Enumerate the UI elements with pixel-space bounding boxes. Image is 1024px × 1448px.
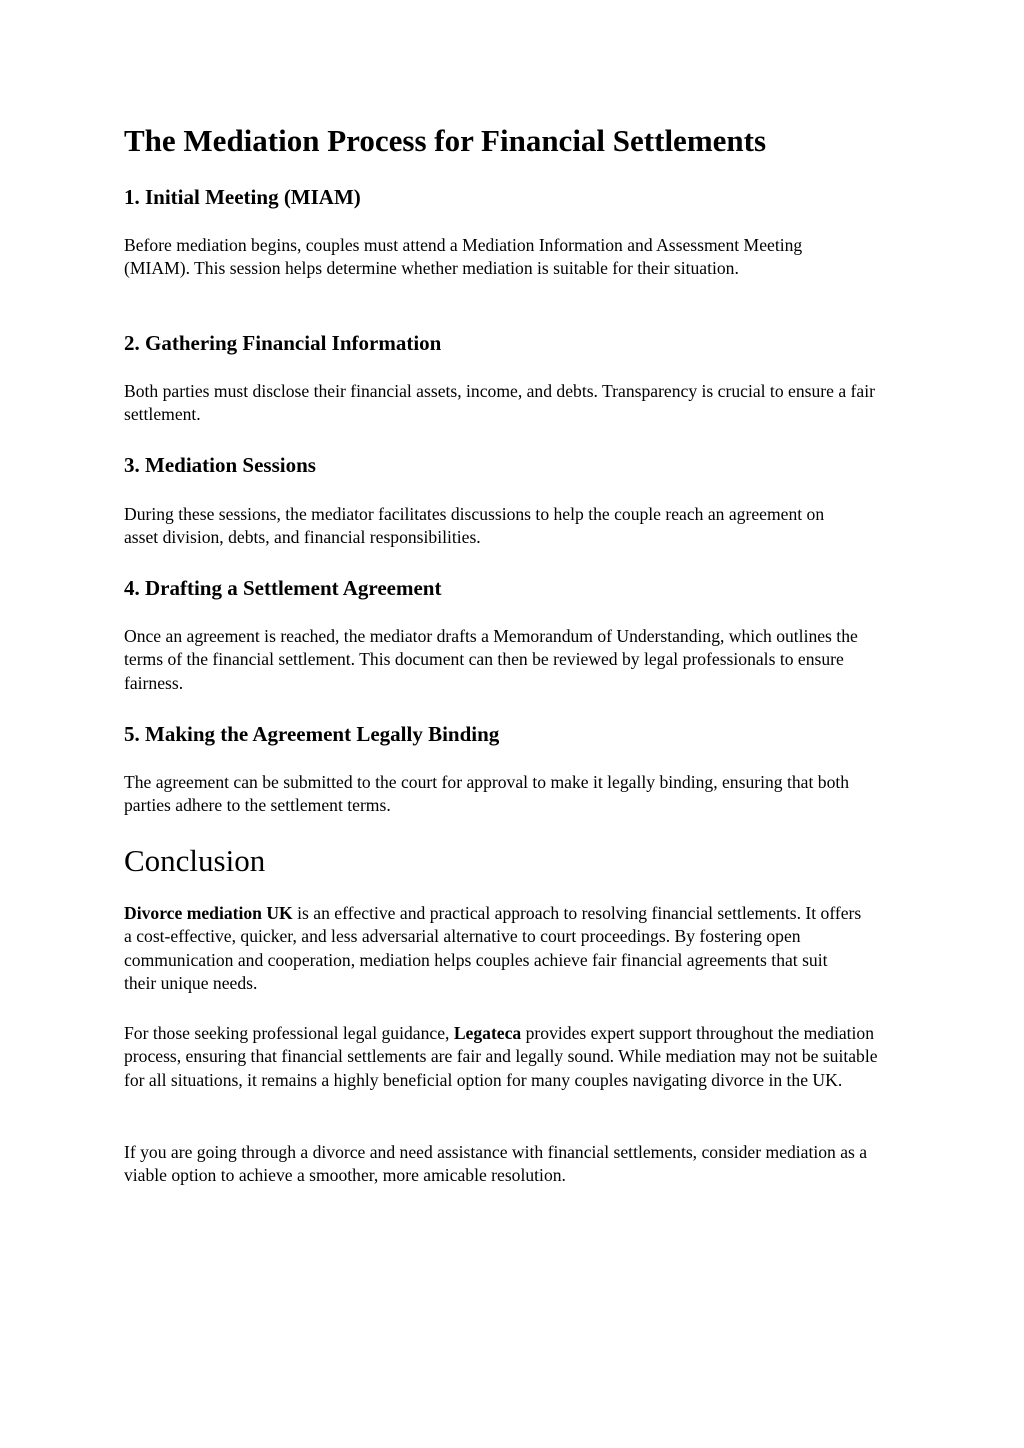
keyword-divorce-mediation-uk: Divorce mediation UK	[124, 903, 293, 923]
section-heading-mediation-sessions: 3. Mediation Sessions	[124, 453, 316, 477]
section-heading-drafting-settlement: 4. Drafting a Settlement Agreement	[124, 576, 442, 600]
conclusion-paragraph-2-lead: For those seeking professional legal guidance,	[124, 1023, 454, 1043]
conclusion-paragraph-2-text: provides expert support throughout the mediation process, ensuring that financial settlements are fair and legally sound. While mediation may not be suitable for all situations, it remains a highly beneficial option for many couples navigating divorce in the UK.	[124, 1023, 878, 1090]
section-body-legally-binding: The agreement can be submitted to the court for approval to make it legally binding, ensuring that both parties adhere to the settlement terms.	[124, 772, 850, 816]
section-heading-initial-meeting: 1. Initial Meeting (MIAM)	[124, 185, 361, 209]
conclusion-paragraph-1-text: is an effective and practical approach to resolving financial settlements. It offers a cost-effective, quicker, and less adversarial alternative to court proceedings. By fostering open communication and cooperation, mediation helps couples achieve fair financial agreements that suit their unique needs.	[124, 903, 862, 994]
section-body-initial-meeting: Before mediation begins, couples must attend a Mediation Information and Assessment Meeting (MIAM). This session helps determine whether mediation is suitable for their situation.	[124, 235, 803, 279]
keyword-legateca: Legateca	[453, 1023, 522, 1043]
section-body-drafting-settlement: Once an agreement is reached, the mediator drafts a Memorandum of Understanding, which outlines the terms of the financial settlement. This document can then be reviewed by legal professionals to ensure fairness.	[124, 626, 858, 693]
conclusion-paragraph-1	[124, 902, 864, 996]
section-body-mediation-sessions: During these sessions, the mediator facilitates discussions to help the couple reach an agreement on asset division, debts, and financial responsibilities.	[124, 504, 825, 548]
section-heading-legally-binding: 5. Making the Agreement Legally Binding	[124, 722, 500, 746]
conclusion-paragraph-3: If you are going through a divorce and need assistance with financial settlements, consider mediation as a viable option to achieve a smoother, more amicable resolution.	[124, 1142, 868, 1186]
section-body-gathering-financial-information: Both parties must disclose their financial assets, income, and debts. Transparency is crucial to ensure a fair settlement.	[124, 381, 875, 425]
page-title: The Mediation Process for Financial Settlements	[124, 123, 767, 158]
conclusion-heading: Conclusion	[124, 843, 266, 878]
conclusion-paragraph-2	[124, 1022, 889, 1092]
section-heading-gathering-financial-information: 2. Gathering Financial Information	[124, 331, 442, 355]
